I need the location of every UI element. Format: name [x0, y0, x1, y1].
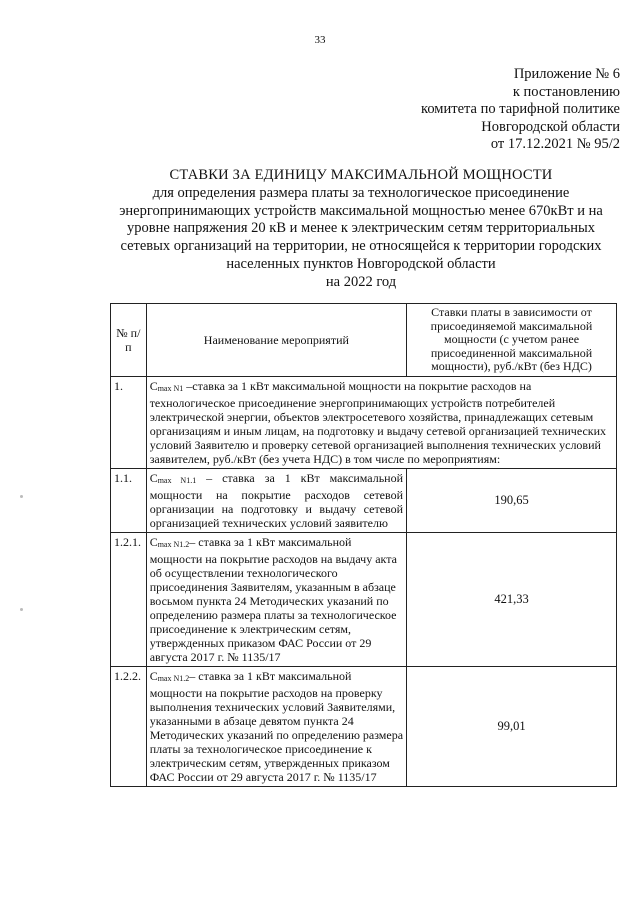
table-row	[111, 376, 617, 468]
document-title	[96, 167, 626, 292]
row-description	[146, 666, 406, 786]
scan-dot	[20, 495, 23, 498]
appendix-line: комитета по тарифной политике	[421, 101, 620, 117]
row-num: 1.2.2.	[111, 666, 147, 786]
row-description	[146, 468, 406, 532]
row-description	[146, 376, 616, 468]
row-text: – ставка за 1 кВт максимальной мощности на покрытие расходов на проверку выполнения технических условий Заявителями, указанными в абзаце девятом пункта 24 Методических указаний по определению размера платы за технологическое присоединение к электрическим сетям, утвержденных приказом ФАС России от 29 августа 2017 г. № 1135/17	[149, 668, 404, 784]
row-num: 1.1.	[111, 468, 147, 532]
rate-subscript: max N1.1	[157, 475, 197, 485]
title-line: сетевых организаций на территории, не относящейся к территории городских	[120, 238, 602, 255]
rate-symbol: С	[149, 470, 158, 485]
row-description	[146, 532, 406, 666]
scan-dot	[20, 608, 23, 611]
appendix-header	[421, 66, 620, 154]
table-row	[111, 532, 617, 666]
appendix-line: Приложение № 6	[513, 66, 620, 82]
title-year: на 2022 год	[325, 273, 397, 290]
title-line: населенных пунктов Новгородской области	[226, 255, 496, 272]
rate-value: 99,01	[407, 666, 617, 786]
row-text: –ставка за 1 кВт максимальной мощности на покрытие расходов на технологическое присоединение энергопринимающих устройств потребителей электрической энергии, объектов электросетевого хозяйства, принадлежащих сетевым организациям и иным лицам, на подготовку и выдачу сетевой организацией технических условий Заявителю и проверку сетевой организацией выполнения технических условий заявителем, руб./кВт (без учета НДС) в том числе по мероприятиям:	[149, 378, 607, 466]
table-row	[111, 468, 617, 532]
rate-value: 421,33	[407, 532, 617, 666]
row-text: – ставка за 1 кВт максимальной мощности на покрытие расходов сетевой организации на подготовку и выдачу сетевой организацией технических условий заявителю	[149, 470, 404, 530]
title-main: СТАВКИ ЗА ЕДИНИЦУ МАКСИМАЛЬНОЙ МОЩНОСТИ	[169, 167, 553, 183]
rate-symbol: С	[149, 378, 158, 393]
rate-value: 190,65	[407, 468, 617, 532]
title-line: энергопринимающих устройств максимальной мощностью менее 670кВт и на	[119, 202, 603, 219]
header-name: Наименование мероприятий	[146, 304, 406, 377]
rate-symbol: С	[149, 534, 158, 549]
rate-subscript: max N1	[157, 383, 184, 393]
appendix-line: к постановлению	[512, 83, 620, 100]
rate-symbol: С	[149, 668, 158, 683]
row-text: – ставка за 1 кВт максимальной мощности на покрытие расходов на выдачу акта об осуществлении технологического присоединения Заявителям, указанным в абзаце восьмом пункта 24 Методических указаний по определению размера платы за технологическое присоединение к электрическим сетям, утвержденных приказом ФАС России от 29 августа 2017 г. № 1135/17	[149, 534, 397, 664]
appendix-line: от 17.12.2021 № 95/2	[490, 136, 620, 152]
header-rate: Ставки платы в зависимости от присоединяемой максимальной мощности (с учетом ранее присоединенной максимальной мощности), руб./кВт (без НДС)	[407, 304, 617, 377]
title-line: для определения размера платы за технологическое присоединение	[152, 184, 570, 201]
page-number: 33	[314, 34, 326, 46]
rates-table	[110, 303, 617, 787]
title-line: уровне напряжения 20 кВ и менее к электрическим сетям территориальных	[127, 220, 595, 237]
appendix-line: Новгородской области	[481, 118, 620, 135]
table-row	[111, 666, 617, 786]
table-header-row	[111, 304, 617, 377]
rate-subscript: max N1.2	[157, 673, 190, 683]
row-num: 1.	[111, 376, 147, 468]
row-num: 1.2.1.	[111, 532, 147, 666]
header-num: № п/п	[111, 304, 147, 377]
rate-subscript: max N1.2	[157, 539, 190, 549]
